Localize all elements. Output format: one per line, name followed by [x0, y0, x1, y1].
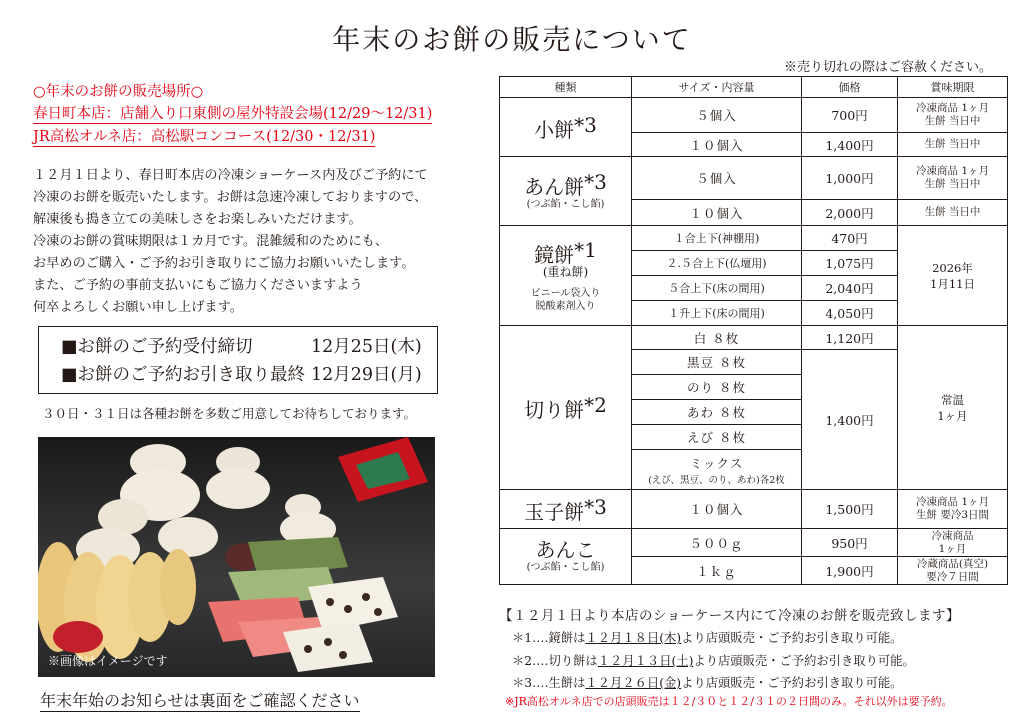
size-cell: えび ８枚 — [632, 425, 802, 450]
product-subtitle: (つぶ餡・こし餡) — [526, 562, 605, 573]
intro-line: １２月１日より、春日町本店の冷凍ショーケース内及びご予約にて — [33, 168, 428, 183]
price-cell: 2,000円 — [802, 200, 898, 226]
product-name: 小餅 — [534, 117, 575, 142]
intro-line: 何卒よろしくお願い申し上げます。 — [33, 300, 243, 315]
page-title: 年末のお餅の販売について — [332, 23, 692, 56]
size-cell: １０個入 — [632, 133, 802, 157]
expiry-line: 冷凍商品 1ヶ月 — [915, 102, 990, 114]
footnote-mark: *3 — [584, 494, 607, 519]
photo-caption: ※画像はイメージです — [48, 654, 168, 668]
footnote-mark: *3 — [574, 112, 597, 137]
footnote-mark: *1 — [574, 237, 597, 262]
product-subtitle: (つぶ餡・こし餡) — [526, 199, 605, 210]
expiry-cell — [898, 157, 1008, 200]
product-anko — [500, 529, 632, 585]
table-row — [500, 226, 1008, 251]
footnote-mark: *3 — [584, 170, 607, 194]
mochi-illustration — [38, 437, 435, 677]
expiry-line: 1月11日 — [930, 276, 975, 291]
product-komochi — [500, 98, 632, 157]
size-cell: 黒豆 ８枚 — [632, 350, 802, 375]
expiry-cell — [898, 557, 1008, 585]
mochi-photo — [38, 437, 435, 677]
product-note: 脱酸素剤入り — [535, 300, 596, 312]
product-name: 切り餅 — [524, 398, 585, 422]
footnote-text: ＊2‥‥切り餅は — [512, 654, 598, 668]
size-cell: 白 ８枚 — [632, 326, 802, 350]
expiry-line: 冷凍商品 1ヶ月 — [915, 496, 990, 508]
expiry-cell — [898, 326, 1008, 490]
price-cell: 1,000円 — [802, 157, 898, 200]
table-row — [500, 326, 1008, 350]
size-cell: １合上下(神棚用) — [632, 226, 802, 251]
footnote-1 — [512, 628, 902, 646]
table-header-row — [500, 77, 1008, 98]
intro-line: また、ご予約の事前支払いにもご協力くださいますよう — [33, 278, 363, 293]
newyear-note: 年末年始のお知らせは裏面をご確認ください — [40, 688, 360, 712]
footnote-2 — [512, 651, 915, 669]
size-cell: ５個入 — [632, 157, 802, 200]
intro-paragraph — [33, 165, 473, 319]
price-cell: 1,075円 — [802, 251, 898, 276]
expiry-line: 冷蔵商品(真空) — [916, 557, 989, 570]
product-kagami — [500, 226, 632, 326]
price-cell: 470円 — [802, 226, 898, 251]
note-30-31: ３０日・３１日は各種お餅を多数ご用意してお待ちしております。 — [42, 406, 417, 421]
intro-line: 解凍後も搗き立ての美味しさをお楽しみいただけます。 — [33, 212, 362, 227]
mix-label: ミックス — [689, 455, 744, 471]
footnote-3 — [512, 673, 902, 691]
size-cell: １升上下(床の間用) — [632, 301, 802, 326]
footnote-mark: *2 — [584, 393, 607, 417]
pickup-deadline — [61, 361, 437, 389]
table-row — [500, 490, 1008, 529]
footnote-date: １２月２６日(金) — [585, 676, 682, 690]
soldout-note: ※売り切れの際はご容赦ください。 — [783, 60, 992, 75]
product-name: 鏡餅 — [534, 242, 575, 267]
expiry-cell — [898, 529, 1008, 557]
expiry-line: 生餅 当日中 — [924, 115, 981, 127]
header-type: 種類 — [500, 77, 632, 98]
footnote-orune: ※JR高松オルネ店での店頭販売は１２/３０と１２/３１の２日間のみ。それ以外は要予約。 — [505, 695, 953, 708]
deadline-box — [38, 326, 438, 394]
expiry-line: 2026年 — [932, 260, 973, 275]
product-subtitle: (重ね餅) — [542, 264, 589, 279]
footnote-text: より店頭販売・ご予約お引き取り可能。 — [681, 676, 903, 690]
expiry-line: 生餅 要冷3日間 — [915, 509, 990, 521]
size-cell — [632, 450, 802, 490]
expiry-line: 要冷７日間 — [926, 570, 979, 583]
reservation-deadline — [61, 333, 437, 361]
place-honten: 春日町本店：店舗入り口東側の屋外特設会場(12/29～12/31) — [33, 102, 432, 124]
table-row — [500, 157, 1008, 200]
mix-detail: (えび、黒豆、のり、あわ)各2枚 — [648, 474, 785, 486]
size-cell: のり ８枚 — [632, 375, 802, 400]
places-heading: ○年末のお餅の販売場所○ — [33, 84, 204, 100]
price-cell: 950円 — [802, 529, 898, 557]
size-cell: ５００ｇ — [632, 529, 802, 557]
header-size: サイズ・内容量 — [632, 77, 802, 98]
expiry-line: 1ヶ月 — [937, 408, 968, 423]
place-orune: JR高松オルネ店：高松駅コンコース(12/30・12/31) — [33, 125, 375, 147]
size-cell: １０個入 — [632, 200, 802, 226]
store-showcase-note: 【１２月１日より本店のショーケース内にて冷凍のお餅を販売致します】 — [499, 608, 961, 624]
product-anmochi — [500, 157, 632, 226]
pickup-deadline-label: ■お餅のご予約お引き取り最終 — [61, 365, 306, 385]
footnote-text: ＊3‥‥生餅は — [512, 676, 586, 690]
header-expiry: 賞味期限 — [898, 77, 1008, 98]
price-cell: 4,050円 — [802, 301, 898, 326]
price-cell: 700円 — [802, 98, 898, 133]
product-kirimochi — [500, 326, 632, 490]
product-note: ビニール袋入り — [530, 287, 601, 299]
size-cell: １０個入 — [632, 490, 802, 529]
expiry-line: 生餅 当日中 — [924, 178, 981, 190]
product-name: あんこ — [535, 538, 596, 562]
footnote-text: より店頭販売・ご予約お引き取り可能。 — [681, 631, 903, 645]
reservation-deadline-date: 12月25日(木) — [311, 337, 422, 357]
size-cell: ５合上下(床の間用) — [632, 276, 802, 301]
size-cell: あわ ８枚 — [632, 400, 802, 425]
table-row — [500, 98, 1008, 133]
mochi-price-table — [499, 76, 1008, 585]
price-cell: 2,040円 — [802, 276, 898, 301]
product-name: あん餅 — [524, 175, 585, 199]
price-cell: 1,400円 — [802, 350, 898, 490]
footnote-date: １２月１３日(土) — [597, 654, 694, 668]
footnote-date: １２月１８日(木) — [585, 631, 682, 645]
expiry-line: 1ヶ月 — [938, 542, 967, 555]
expiry-line: 常温 — [941, 392, 964, 407]
expiry-line: 冷凍商品 1ヶ月 — [915, 165, 990, 177]
product-name: 玉子餅 — [524, 499, 585, 524]
price-cell: 1,400円 — [802, 133, 898, 157]
table-row — [500, 529, 1008, 557]
intro-line: 冷凍のお餅を販売いたします。お餅は急速冷凍しておりますので、 — [33, 190, 428, 205]
expiry-cell — [898, 226, 1008, 326]
expiry-cell: 生餅 当日中 — [898, 133, 1008, 157]
expiry-line: 冷凍商品 — [931, 529, 974, 542]
header-price: 価格 — [802, 77, 898, 98]
footnote-text: ＊1‥‥鏡餅は — [512, 631, 586, 645]
size-cell: ２.５合上下(仏壇用) — [632, 251, 802, 276]
size-cell: ５個入 — [632, 98, 802, 133]
reservation-deadline-label: ■お餅のご予約受付締切 — [61, 337, 253, 357]
intro-line: お早めのご購入・ご予約お引き取りにご協力お願いいたします。 — [33, 256, 415, 271]
price-cell: 1,120円 — [802, 326, 898, 350]
expiry-cell: 生餅 当日中 — [898, 200, 1008, 226]
price-cell: 1,900円 — [802, 557, 898, 585]
pickup-deadline-date: 12月29日(月) — [311, 365, 422, 385]
size-cell: １ｋｇ — [632, 557, 802, 585]
price-cell: 1,500円 — [802, 490, 898, 529]
intro-line: 冷凍のお餅の賞味期限は１カ月です。混雑緩和のためにも、 — [33, 234, 389, 249]
expiry-cell — [898, 98, 1008, 133]
expiry-cell — [898, 490, 1008, 529]
footnote-text: より店頭販売・ご予約お引き取り可能。 — [693, 654, 915, 668]
product-tamago — [500, 490, 632, 529]
